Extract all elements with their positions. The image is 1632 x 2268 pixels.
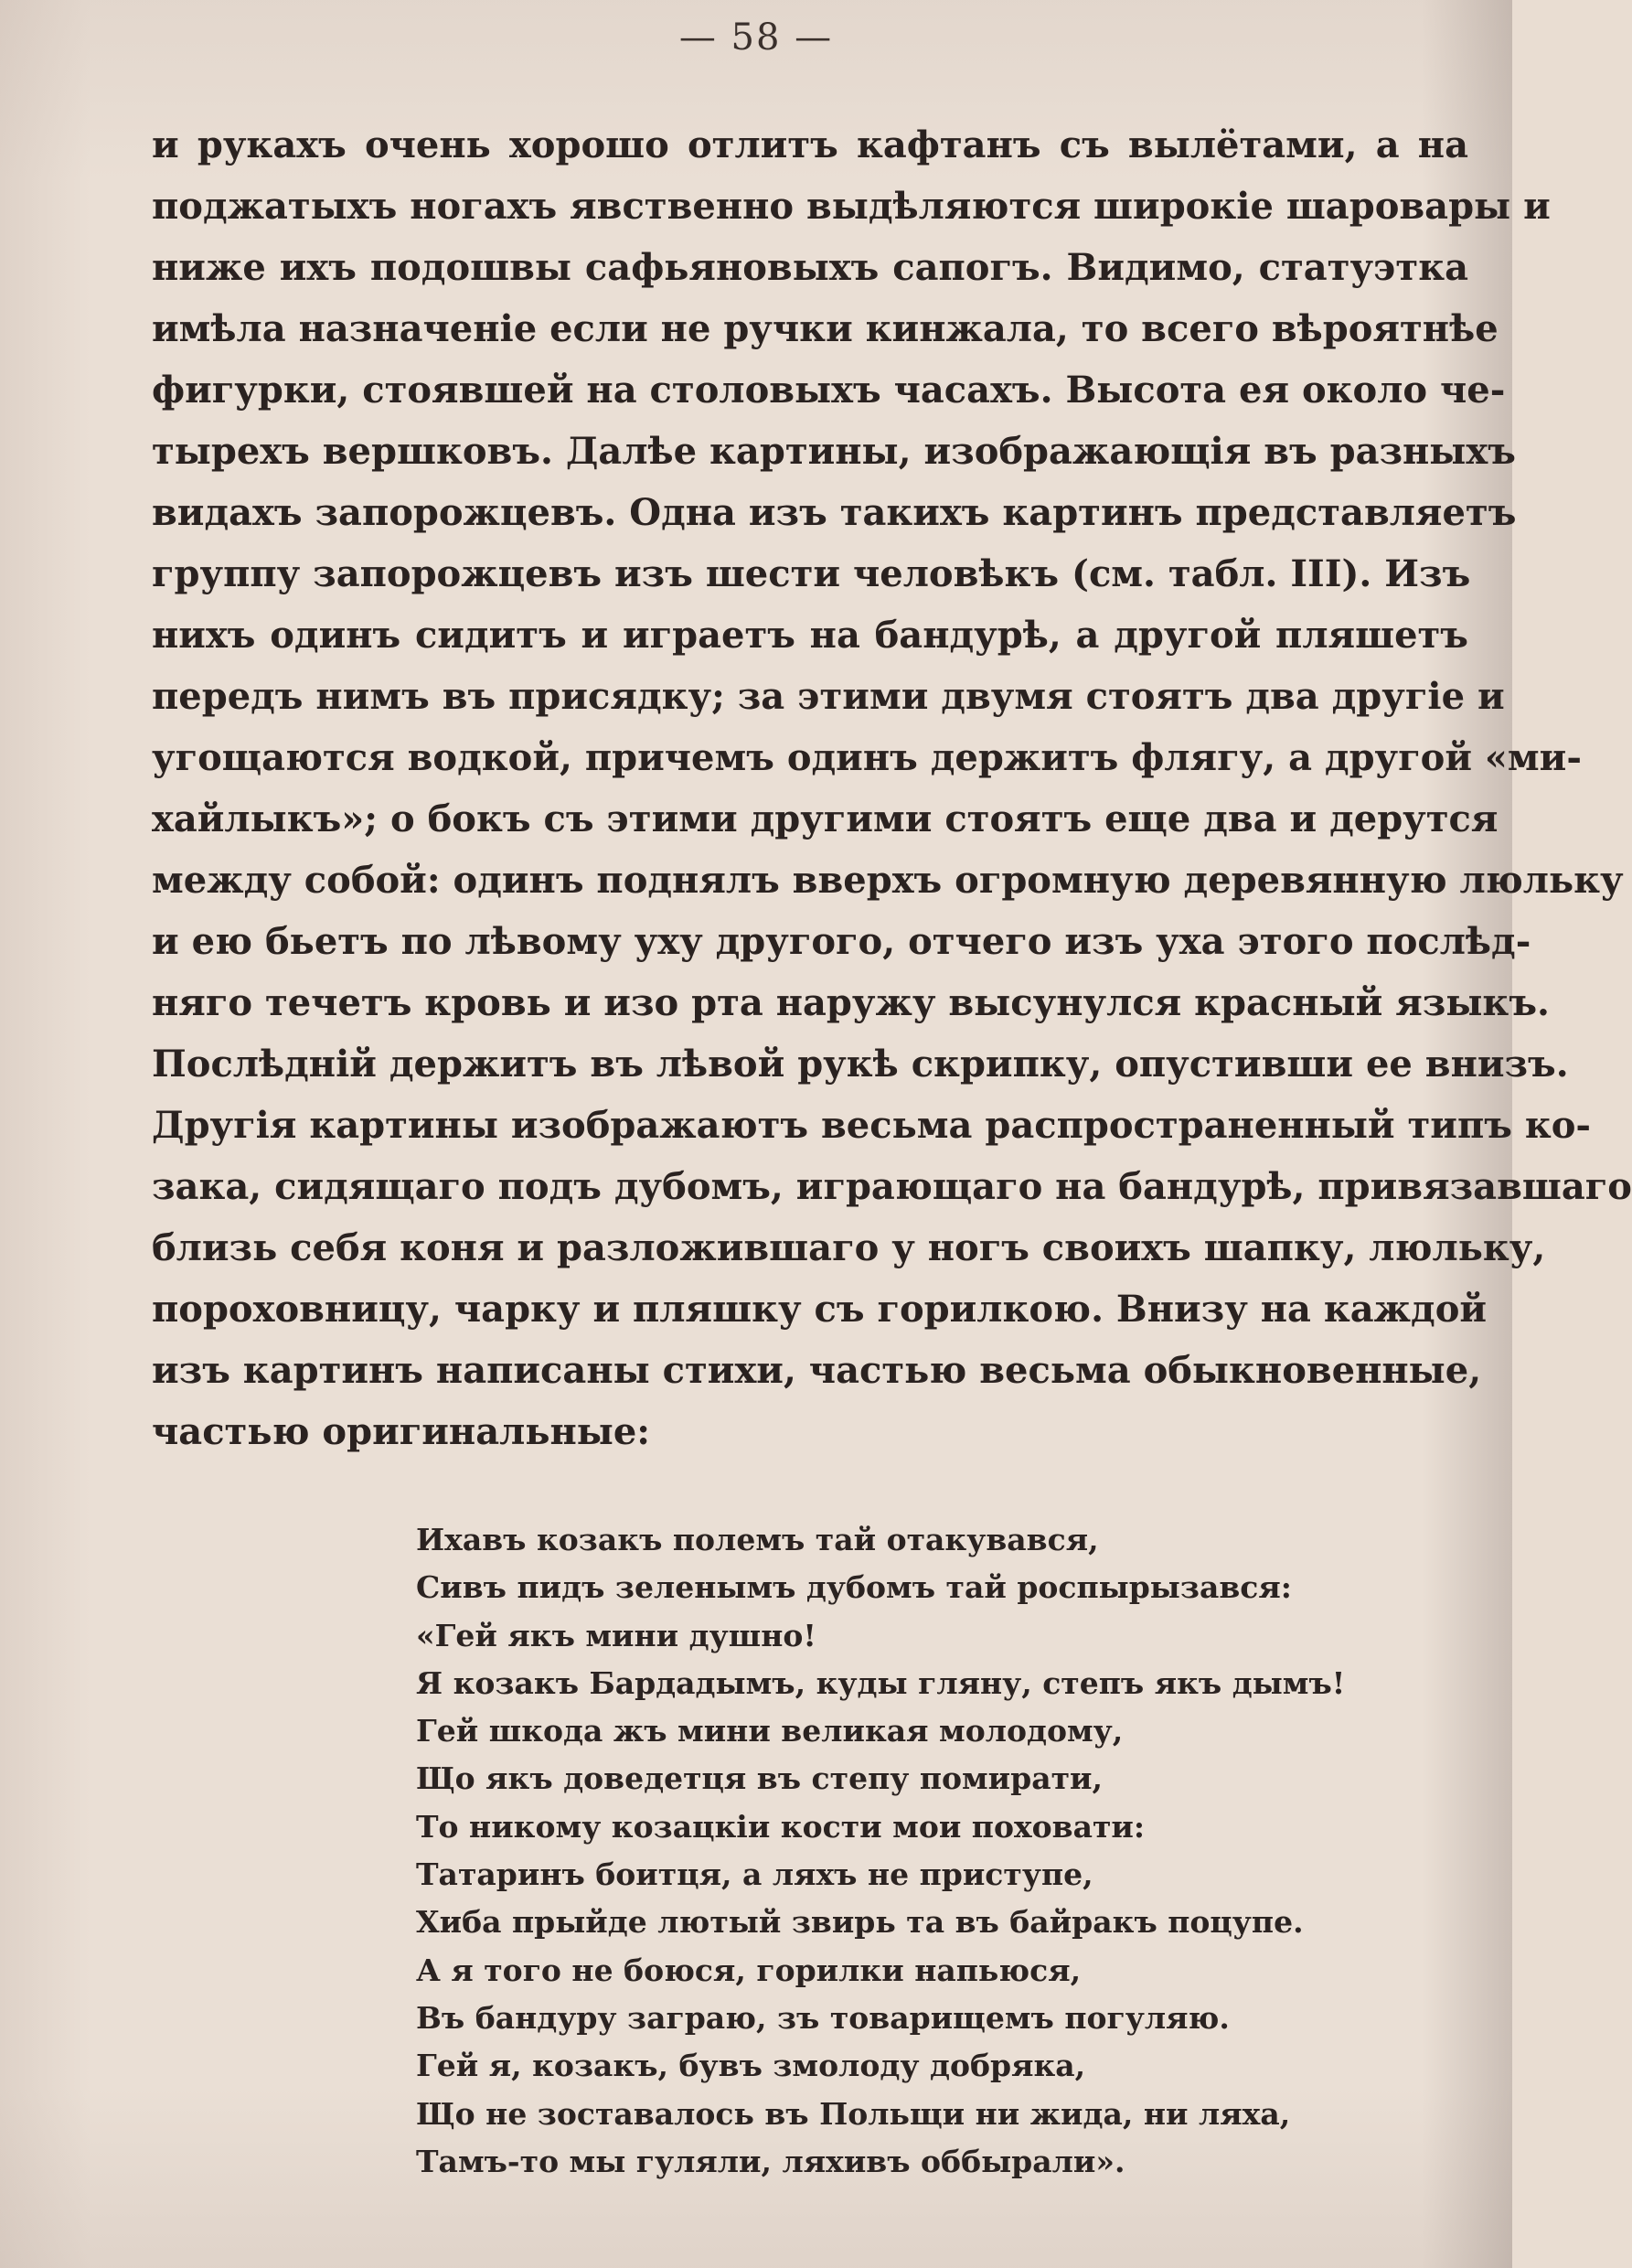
body-line: нихъ одинъ сидитъ и играетъ на бандурѣ, а другой пляшетъ: [152, 614, 1468, 657]
poem-line: Гей шкода жъ мини великая молодому,: [416, 1713, 1124, 1749]
body-line: поджатыхъ ногахъ явственно выдѣляются широкіе шаровары и: [152, 185, 1551, 228]
body-line: и рукахъ очень хорошо отлитъ кафтанъ съ вылётами, а на: [152, 123, 1468, 166]
poem-line: Тамъ-то мы гуляли, ляхивъ оббырали».: [416, 2143, 1125, 2179]
body-line: хайлыкъ»; о бокъ съ этими другими стоятъ еще два и дерутся: [152, 797, 1499, 840]
body-line: Послѣдній держитъ въ лѣвой рукѣ скрипку, опустивши ее внизъ.: [152, 1043, 1569, 1086]
poem-line: Татаринъ боитця, а ляхъ не приступе,: [416, 1856, 1093, 1893]
poem-line: Гей я, козакъ, бувъ змолоду добряка,: [416, 2048, 1086, 2084]
body-line: и ею бьетъ по лѣвому уху другого, отчего изъ уха этого послѣд-: [152, 920, 1531, 963]
body-line: частью оригинальные:: [152, 1410, 651, 1453]
page-number: — 58 —: [678, 16, 834, 59]
body-line: угощаются водкой, причемъ одинъ держитъ флягу, а другой «ми-: [152, 736, 1582, 779]
poem-line: Що не зоставалось въ Польщи ни жида, ни ляха,: [416, 2095, 1291, 2132]
body-line: Другія картины изображаютъ весьма распространенный типъ ко-: [152, 1104, 1592, 1147]
body-line: близь себя коня и разложившаго у ногъ своихъ шапку, люльку,: [152, 1226, 1546, 1269]
body-line: ниже ихъ подошвы сафьяновыхъ сапогъ. Видимо, статуэтка: [152, 246, 1468, 289]
poem-line: «Гей якъ мини душно!: [416, 1617, 816, 1653]
body-paragraph: [152, 114, 1632, 1462]
poem-line: Сивъ пидъ зеленымъ дубомъ тай роспырызався:: [416, 1569, 1292, 1606]
body-line: пороховницу, чарку и пляшку съ горилкою. Внизу на каждой: [152, 1288, 1488, 1331]
poem-line: То никому козацкіи кости мои поховати:: [416, 1808, 1146, 1845]
poem-line: Я козакъ Бардадымъ, куды гляну, степъ якъ дымъ!: [416, 1664, 1346, 1701]
body-line: зака, сидящаго подъ дубомъ, играющаго на бандурѣ, привязавшаго: [152, 1165, 1632, 1208]
body-line: имѣла назначеніе если не ручки кинжала, то всего вѣроятнѣе: [152, 307, 1499, 350]
body-line: няго течетъ кровь и изо рта наружу высунулся красный языкъ.: [152, 981, 1550, 1024]
body-line: группу запорожцевъ изъ шести человѣкъ (см. табл. III). Изъ: [152, 552, 1471, 595]
poem-line: А я того не боюся, горилки напьюся,: [416, 1952, 1082, 1988]
body-line: видахъ запорожцевъ. Одна изъ такихъ картинъ представляетъ: [152, 491, 1517, 534]
body-line: тырехъ вершковъ. Далѣе картины, изображающія въ разныхъ: [152, 430, 1516, 473]
poem-line: Що якъ доведетця въ степу помирати,: [416, 1760, 1104, 1797]
poem-line: Въ бандуру заграю, зъ товарищемъ погуляю.: [416, 1999, 1230, 2036]
poem-line: Хиба прыйде лютый звирь та въ байракъ поцупе.: [416, 1904, 1304, 1941]
poem-line: Ихавъ козакъ полемъ тай отакувався,: [416, 1522, 1099, 1557]
body-line: изъ картинъ написаны стихи, частью весьма обыкновенные,: [152, 1349, 1482, 1392]
poem-block: [416, 1516, 1422, 2186]
body-line: между собой: одинъ поднялъ вверхъ огромную деревянную люльку: [152, 859, 1624, 902]
body-line: фигурки, стоявшей на столовыхъ часахъ. Высота ея около че-: [152, 369, 1506, 412]
body-line: передъ нимъ въ присядку; за этими двумя стоятъ два другіе и: [152, 675, 1505, 718]
